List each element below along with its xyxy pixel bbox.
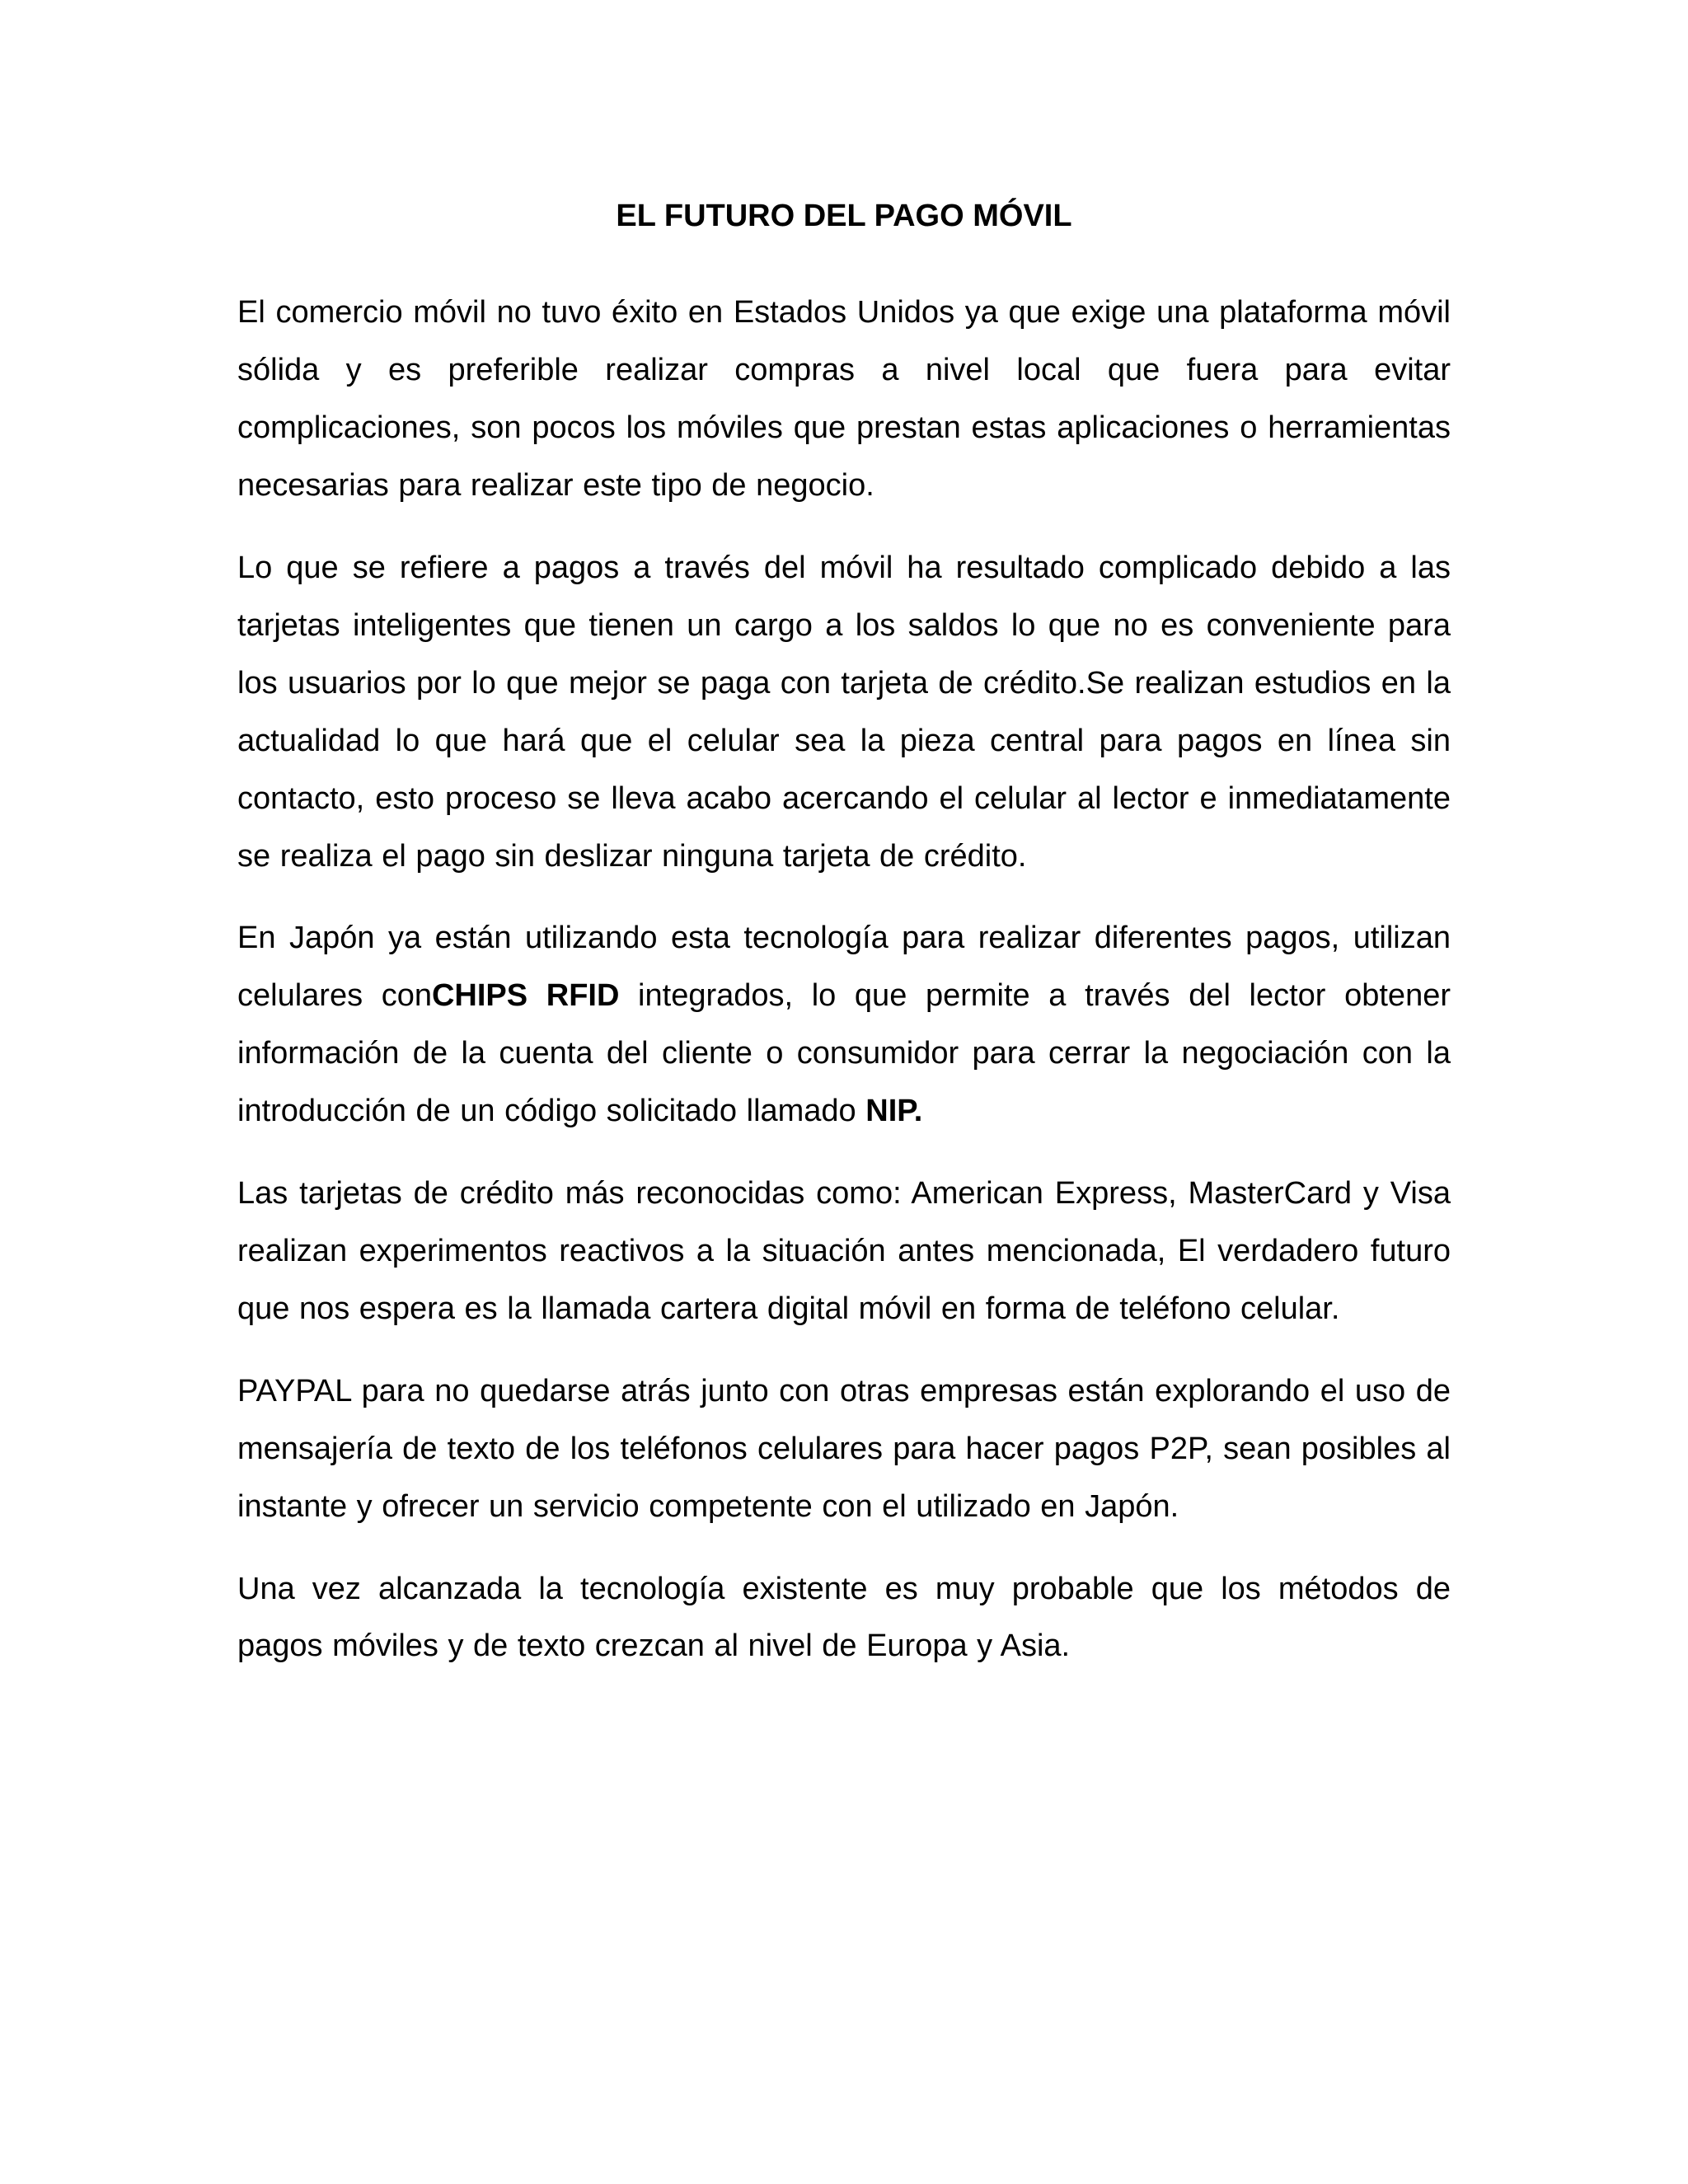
paragraph-3 [237,910,1451,1141]
paragraph-2 [237,540,1451,885]
document-title: EL FUTURO DEL PAGO MÓVIL [616,199,1072,233]
text-run: El comercio móvil no tuvo éxito en Estados Unidos ya que exige una plataforma móvil sólida y es preferible realizar compras a nivel local que fuera para evitar complicaciones, son pocos los móviles que prestan estas aplicaciones o herramientas necesarias para realizar este tipo de negocio. [237,295,1451,504]
paragraph-1 [237,284,1451,515]
paragraph-6 [237,1561,1451,1676]
text-run: integrados, lo que permite a través del lector obtener información de la cuenta del cliente o consumidor para cerrar la negociación con la introducción de un código solicitado llamado [237,978,1451,1129]
paragraph-5 [237,1363,1451,1536]
text-run-bold: CHIPS RFID [431,978,620,1014]
text-run-bold: NIP. [865,1094,923,1129]
paragraph-4 [237,1165,1451,1338]
text-run: PAYPAL para no quedarse atrás junto con otras empresas están explorando el uso de mensajería de texto de los teléfonos celulares para hacer pagos P2P, sean posibles al instante y ofrecer un servicio competente con el utilizado en Japón. [237,1373,1451,1524]
text-run: Las tarjetas de crédito más reconocidas como: American Express, MasterCard y Visa realizan experimentos reactivos a la situación antes mencionada, El verdadero futuro que nos espera es la llamada cartera digital móvil en forma de teléfono celular. [237,1176,1451,1326]
text-run: En Japón ya están utilizando esta tecnología para realizar diferentes pagos, utilizan celulares con [237,921,1451,1014]
text-run: Una vez alcanzada la tecnología existente es muy probable que los métodos de pagos móviles y de texto crezcan al nivel de Europa y Asia. [237,1571,1451,1664]
text-run: Lo que se refiere a pagos a través del móvil ha resultado complicado debido a las tarjetas inteligentes que tienen un cargo a los saldos lo que no es conveniente para los usuarios por lo que mejor se paga con tarjeta de crédito.Se realizan estudios en la actualidad lo que hará que el celular sea la pieza central para pagos en línea sin contacto, esto proceso se lleva acabo acercando el celular al lector e inmediatamente se realiza el pago sin deslizar ninguna tarjeta de crédito. [237,551,1451,874]
